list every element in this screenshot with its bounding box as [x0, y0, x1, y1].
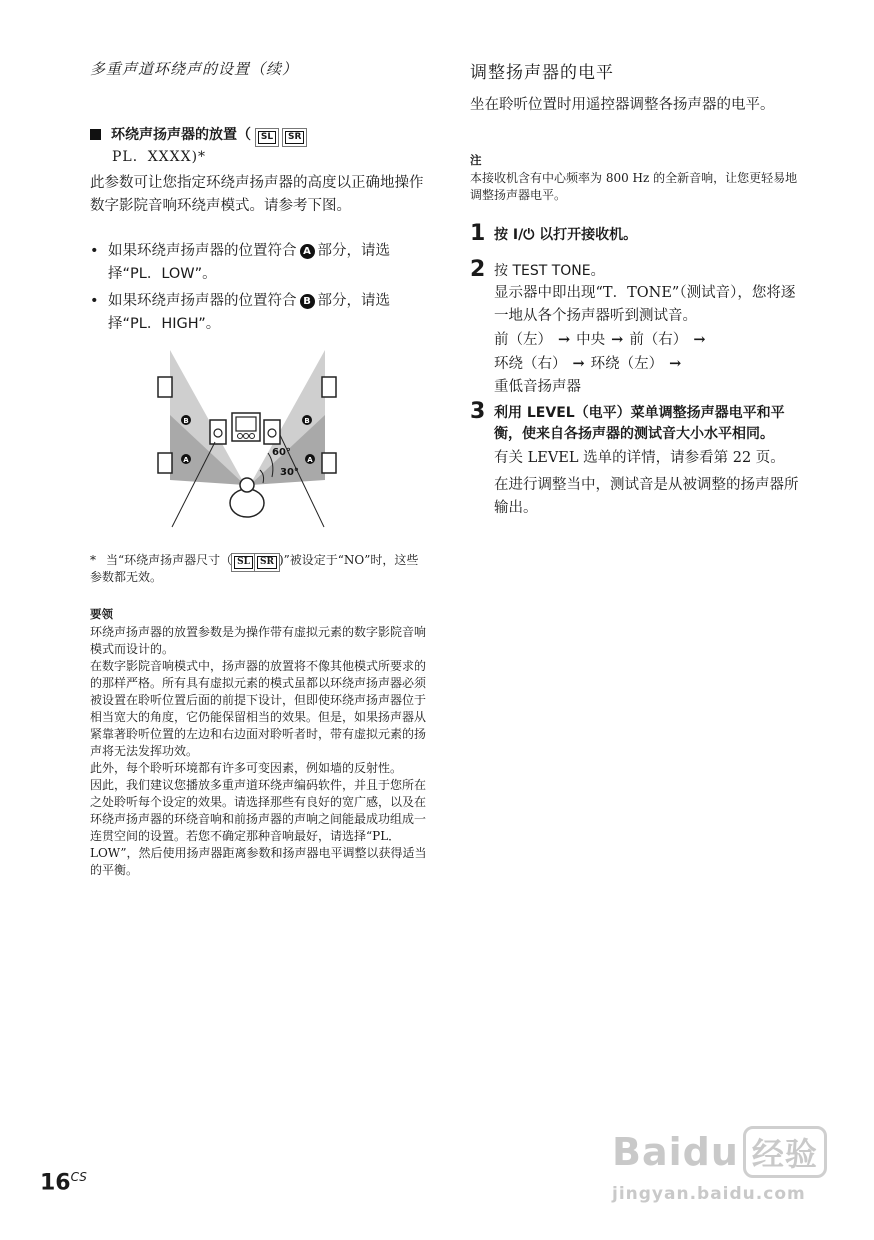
tips-title: 要领 [90, 607, 113, 621]
section-heading: 环绕声扬声器的放置（ SL SR PL．XXXX)* [90, 124, 430, 168]
svg-text:A: A [183, 456, 189, 464]
step-2-description: 显示器中即出现“T．TONE”（测试音），您将逐一地从各个扬声器听到测试音。 [494, 285, 796, 324]
square-bullet-icon [90, 129, 101, 140]
marker-a-icon: A [300, 244, 315, 259]
surround-left-badge: SL [258, 131, 276, 144]
step-3-description-2: 在进行调整当中，测试音是从被调整的扬声器所输出。 [494, 477, 799, 516]
svg-text:B: B [183, 417, 189, 425]
surround-left-high-speaker [158, 377, 172, 397]
section-title-right: 调整扬声器的电平 [470, 63, 614, 83]
baidu-watermark: Baidu 经验 jingyan.baidu.com [612, 1126, 827, 1204]
listener-head [240, 478, 254, 492]
surround-left-low-speaker [158, 453, 172, 473]
tips-paragraph-2: 在数字影院音响模式中，扬声器的放置将不像其他模式所要求的的那样严格。所有具有虚拟元素的模式虽都以环绕声扬声器必须被设置在聆听位置后面的前提下设计，但即使环绕声扬声器位于相当宽大的角度，它仍能保留相当的效果。但是，如果扬声器从紧靠著聆听位置的左边和右边面对聆听者时，带有虚拟元素的扬声将无法发挥功效。 [90, 659, 427, 758]
intro-paragraph: 此参数可让您指定环绕声扬声器的高度以正确地操作数字影院音响环绕声模式。请参考下图。 [90, 175, 424, 214]
speaker-sequence: 前（左） → 中央 → 前（右） → 环绕（右） → 环绕（左） → 重低音扬声器 [494, 331, 706, 395]
listener-chair [230, 489, 264, 517]
surround-right-badge: SR [285, 131, 304, 144]
svg-text:A: A [307, 456, 313, 464]
page-number: $16^{CS}$ [40, 1170, 87, 1196]
marker-b-icon: B [300, 294, 315, 309]
step-1: 1 按 I/⏻ 以打开接收机。 [470, 221, 638, 246]
step-2: 2 按 TEST TONE。 显示器中即出现“T．TONE”（测试音），您将逐一地从各个扬声器听到测试音。 前（左） → 中央 → 前（右） → 环绕（右） → 环绕（左） → 重低音扬声器 [470, 258, 808, 399]
note-title: 注 [470, 153, 482, 167]
step-3: 3 利用 LEVEL（电平）菜单调整扬声器电平和平衡，使来自各扬声器的测试音大小水平相同。 有关 LEVEL 选单的详情，请参看第 22 页。 在进行调整当中，测试音是从被调整的扬声器所输出。 [470, 400, 808, 520]
tips-section [90, 606, 428, 879]
tips-paragraph-4: 因此，我们建议您播放多重声道环绕声编码软件，并且于您所在之处聆听每个设定的效果。请选择那些有良好的宽广感，以及在环绕声扬声器的环绕音响和前扬声器的声响之间能最成功组成一连贯空间的设置。若您不确定那种音响最好，请选择“PL．LOW”，然后使用扬声器距离参数和扬声器电平调整以获得适当的平衡。 [90, 778, 427, 877]
note-text: 本接收机含有中心频率为 800 Hz 的全新音响，让您更轻易地调整扬声器电平。 [470, 171, 798, 202]
surround-right-high-speaker [322, 377, 336, 397]
angle-30-label: 30° [280, 467, 299, 478]
front-left-speaker [210, 420, 226, 444]
tips-paragraph-1: 环绕声扬声器的放置参数是为操作带有虚拟元素的数字影院音响模式而设计的。 [90, 625, 427, 656]
tips-paragraph-3: 此外，每个聆听环境都有许多可变因素，例如墙的反射性。 [90, 761, 403, 775]
front-right-speaker [264, 420, 280, 444]
bullet-low: • 如果环绕声扬声器的位置符合 A 部分，请选择“PL．LOW”。 [90, 240, 428, 286]
note-section [470, 152, 808, 204]
surround-right-low-speaker [322, 453, 336, 473]
running-head: 多重声道环绕声的设置（续） [90, 60, 299, 78]
speaker-placement-diagram [150, 345, 350, 530]
footnote: * 当“环绕声扬声器尺寸（ SL SR )”被设定于“NO”时，这些参数都无效。 [90, 553, 419, 584]
step-3-description-1: 有关 LEVEL 选单的详情，请参看第 22 页。 [494, 450, 785, 466]
svg-text:B: B [304, 417, 310, 425]
bullet-high: • 如果环绕声扬声器的位置符合 B 部分，请选择“PL．HIGH”。 [90, 290, 428, 336]
angle-60-label: 60° [272, 447, 291, 458]
right-intro: 坐在聆听位置时用遥控器调整各扬声器的电平。 [470, 97, 775, 113]
